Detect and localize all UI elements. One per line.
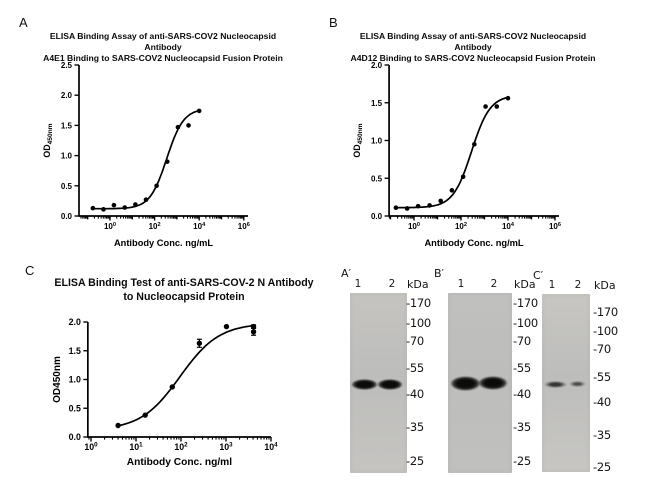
blot-a-marker-40kda: -40 bbox=[406, 387, 424, 401]
svg-text:1.0: 1.0 bbox=[68, 374, 81, 385]
data-points bbox=[115, 324, 256, 428]
data-points bbox=[91, 109, 202, 212]
panel-letter-a: A bbox=[19, 15, 28, 30]
chart-b-title-line1: ELISA Binding Assay of anti-SARS-COV2 Nucleocapsid Antibody bbox=[359, 31, 587, 52]
blot-b-lane-1-label: 1 bbox=[457, 278, 465, 290]
svg-text:102: $10^2$ bbox=[174, 441, 188, 452]
svg-text:106: $10^6$ bbox=[548, 221, 562, 231]
svg-text:102: $10^2$ bbox=[148, 221, 161, 231]
svg-text:101: $10^1$ bbox=[129, 441, 143, 452]
blot-c-marker-55kda: -55 bbox=[593, 370, 611, 384]
svg-text:104: $10^4$ bbox=[264, 441, 278, 452]
blot-a-band-lane-1 bbox=[351, 379, 378, 390]
svg-text:1.5: 1.5 bbox=[60, 121, 73, 131]
ticks bbox=[385, 65, 555, 221]
blot-b-marker-55kda: -55 bbox=[513, 361, 531, 375]
svg-text:100: $10^0$ bbox=[84, 441, 98, 452]
y-axis-label: $OD_{450nm}$ bbox=[352, 123, 364, 158]
chart-c-title-line2: to Nucleocapsid Protein bbox=[123, 290, 245, 303]
blot-b-lane-2-label: 2 bbox=[490, 278, 498, 290]
svg-text:0.0: 0.0 bbox=[68, 432, 81, 442]
svg-text:100: $10^0$ bbox=[407, 221, 421, 231]
blot-a-marker-25kda: -25 bbox=[406, 454, 424, 468]
chart-a-title-line1: ELISA Binding Assay of anti-SARS-COV2 Nucleocapsid Antibody bbox=[49, 31, 277, 52]
blot-b-band-lane-2 bbox=[478, 376, 508, 390]
panel-letter-b: B bbox=[329, 15, 338, 30]
axes bbox=[79, 65, 248, 217]
x-axis-label: Antibody Conc. ng/mL bbox=[113, 238, 214, 248]
elisa-chart-a bbox=[30, 56, 322, 261]
tick-labels bbox=[61, 61, 250, 231]
chart-c-title-line1: ELISA Binding Test of anti-SARS-COV-2 N Antibody bbox=[54, 277, 314, 289]
blot-c-marker-25kda: -25 bbox=[593, 460, 611, 474]
blot-c-band-lane-2 bbox=[569, 381, 586, 387]
blot-a-marker-55kda: -55 bbox=[406, 361, 424, 375]
data-points bbox=[394, 96, 511, 211]
svg-text:0.0: 0.0 bbox=[370, 212, 383, 221]
blot-b-marker-35kda: -35 bbox=[513, 420, 531, 434]
blot-c-marker-40kda: -40 bbox=[593, 395, 611, 409]
blot-c-lane-2-label: 2 bbox=[574, 279, 582, 291]
svg-text:1.0: 1.0 bbox=[60, 151, 73, 161]
svg-text:104: $10^4$ bbox=[193, 221, 206, 231]
tick-labels bbox=[371, 61, 561, 231]
panel-letter-c-prime: C′ bbox=[533, 269, 544, 282]
panel-letter-a-prime: A′ bbox=[341, 267, 352, 280]
y-axis-label: $OD_{450nm}$ bbox=[42, 123, 54, 158]
svg-text:2.0: 2.0 bbox=[370, 61, 383, 70]
blot-b-marker-170kda: -170 bbox=[513, 296, 538, 310]
blot-b-marker-100kda: -100 bbox=[513, 316, 538, 330]
blot-a-lane-2-label: 2 bbox=[388, 278, 396, 290]
fit-curve bbox=[93, 111, 199, 209]
svg-text:102: $10^2$ bbox=[454, 221, 468, 231]
axes bbox=[88, 322, 271, 438]
blot-a-marker-35kda: -35 bbox=[406, 420, 424, 434]
fit-curve bbox=[118, 326, 254, 426]
blot-b-kda-unit: kDa bbox=[514, 278, 536, 291]
blot-a-kda-unit: kDa bbox=[407, 278, 429, 291]
chart-a-title-line2: A4E1 Binding to SARS-COV2 Nucleocapsid Fusion Protein bbox=[43, 53, 283, 63]
ticks bbox=[75, 65, 244, 221]
svg-text:100: $10^0$ bbox=[103, 221, 117, 231]
blot-a-band-lane-2 bbox=[377, 379, 403, 390]
axes bbox=[389, 65, 559, 217]
x-axis-label: Antibody Conc. ng/ml bbox=[126, 457, 233, 468]
chart-c-title bbox=[38, 277, 330, 304]
blot-b-marker-25kda: -25 bbox=[513, 454, 531, 468]
blot-a-marker-100kda: -100 bbox=[406, 316, 431, 330]
blot-b-band-lane-1 bbox=[450, 376, 481, 391]
svg-text:0.5: 0.5 bbox=[370, 174, 383, 184]
svg-text:1.0: 1.0 bbox=[370, 136, 383, 146]
blot-c-marker-70kda: -70 bbox=[593, 342, 611, 356]
svg-text:1.5: 1.5 bbox=[68, 345, 81, 356]
blot-c-kda-unit: kDa bbox=[594, 279, 616, 292]
blot-c-marker-100kda: -100 bbox=[593, 324, 618, 338]
svg-text:104: $10^4$ bbox=[501, 221, 515, 231]
svg-text:1.5: 1.5 bbox=[370, 98, 383, 108]
svg-text:103: $10^3$ bbox=[219, 441, 233, 452]
y-axis-label: OD450nm bbox=[52, 356, 63, 403]
svg-text:2.5: 2.5 bbox=[60, 61, 73, 70]
blot-a-marker-170kda: -170 bbox=[406, 296, 431, 310]
elisa-chart-b bbox=[340, 56, 632, 261]
blot-a-marker-70kda: -70 bbox=[406, 334, 424, 348]
panel-letter-b-prime: B′ bbox=[434, 267, 445, 280]
blot-c-marker-35kda: -35 bbox=[593, 428, 611, 442]
svg-text:2.0: 2.0 bbox=[68, 317, 81, 327]
blot-c-band-lane-1 bbox=[544, 381, 567, 388]
x-axis-label: Antibody Conc. ng/mL bbox=[424, 238, 524, 248]
blot-b-marker-70kda: -70 bbox=[513, 334, 531, 348]
blot-a-lane-1-label: 1 bbox=[354, 278, 362, 290]
svg-text:0.5: 0.5 bbox=[68, 403, 81, 414]
blot-c-lane-1-label: 1 bbox=[548, 279, 556, 291]
svg-text:0.5: 0.5 bbox=[60, 181, 73, 191]
blot-c-marker-170kda: -170 bbox=[593, 305, 618, 319]
elisa-chart-c bbox=[35, 306, 327, 474]
svg-text:2.0: 2.0 bbox=[60, 91, 73, 101]
panel-letter-c: C bbox=[25, 263, 35, 278]
chart-b-title-line2: A4D12 Binding to SARS-COV2 Nucleocapsid Fusion Protein bbox=[350, 53, 596, 63]
svg-text:0.0: 0.0 bbox=[60, 212, 73, 221]
svg-text:106: $10^6$ bbox=[237, 221, 250, 231]
blot-b-marker-40kda: -40 bbox=[513, 387, 531, 401]
